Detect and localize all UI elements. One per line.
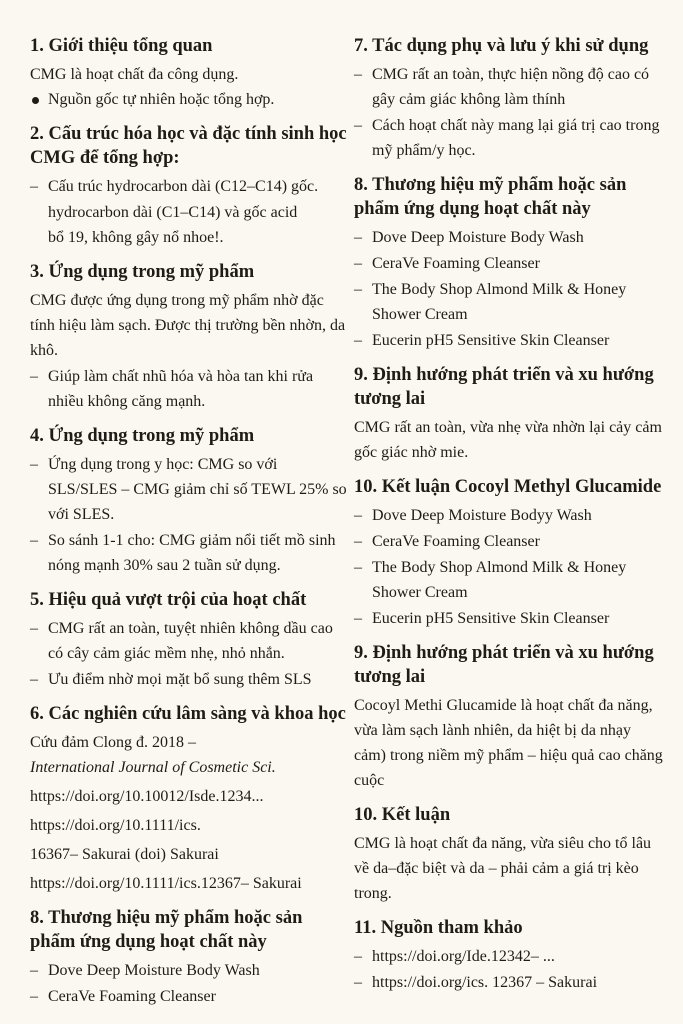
list-item: – Eucerin pH5 Sensitive Skin Cleanser [354,606,664,631]
list-item: – CeraVe Foaming Cleanser [354,529,664,554]
list-item: – Ưu điểm nhờ mọi mặt bổ sung thêm SLS [30,667,348,692]
list-item: – Dove Deep Moisture Body Wash [30,958,348,983]
section-heading: 3. Ứng dụng trong mỹ phẩm [30,262,255,282]
journal-name: International Journal of Cosmetic Sci. [30,759,276,776]
list-item: – So sánh 1-1 cho: CMG giảm nổi tiết mồ sinh nóng mạnh 30% sau 2 tuần sử dụng. [30,528,348,578]
section-research [30,702,348,896]
reference-line: 16367– Sakurai (doi) Sakurai [30,846,219,863]
section-heading: 8. Thương hiệu mỹ phẩm hoặc sản phẩm ứng dụng hoạt chất này [30,908,303,952]
left-column [30,34,348,1019]
list-item: – Ứng dụng trong y học: CMG so với SLS/SLES – CMG giảm chỉ số TEWL 25% so với SLES. [30,452,348,527]
list-item: – Dove Deep Moisture Bodyy Wash [354,503,664,528]
section-heading: 8. Thương hiệu mỹ phẩm hoặc sản phẩm ứng dụng hoạt chất này [354,175,627,219]
paragraph: CMG là hoạt chất đa công dụng. [30,66,239,83]
paragraph: CMG rất an toàn, vừa nhẹ vừa nhờn lại cảy cảm gốc giác nhờ mie. [354,419,662,461]
reference-link[interactable]: – https://doi.org/Ide.12342– ... [354,944,664,969]
list-item: – The Body Shop Almond Milk & Honey Shower Cream [354,277,664,327]
paragraph: CMG là hoạt chất đa năng, vừa siêu cho tổ lâu về da–đặc biệt và da – phải cảm a giá trị kèo trong. [354,835,652,902]
section-conclusion-2 [354,803,664,906]
section-intro [30,34,348,112]
list-item: – Giúp làm chất nhũ hóa và hòa tan khi rửa nhiều không căng mạnh. [30,364,348,414]
list-item: – The Body Shop Almond Milk & Honey Shower Cream [354,555,664,605]
section-structure [30,122,348,250]
right-column [354,34,664,1005]
section-efficacy [30,588,348,692]
reference-link[interactable]: https://doi.org/10.10012/Isde.1234... [30,788,264,805]
section-heading: 2. Cấu trúc hóa học và đặc tính sinh học CMG để tổng hợp: [30,124,347,168]
section-heading: 4. Ứng dụng trong mỹ phẩm [30,426,255,446]
section-heading: 5. Hiệu quả vượt trội của hoạt chất [30,590,307,610]
list-continuation: hydrocarbon dài (C1–C14) và gốc acid [48,204,298,221]
section-brands [354,173,664,353]
reference-link[interactable]: https://doi.org/10.1111/ics.12367– Sakurai [30,875,302,892]
list-item: – CMG rất an toàn, tuyệt nhiên không dầu cao có cây cảm giác mềm nhẹ, nhỏ nhắn. [30,616,348,666]
section-heading: 6. Các nghiên cứu lâm sàng và khoa học [30,704,346,724]
list-item: – Cấu trúc hydrocarbon dài (C12–C14) gốc. [30,174,348,199]
section-side-effects [354,34,664,163]
section-applications [30,260,348,414]
section-heading: 10. Kết luận [354,805,451,825]
list-continuation: bổ 19, không gây nổ nhoe!. [48,229,224,246]
section-heading: 9. Định hướng phát triển và xu hướng tương lai [354,643,654,687]
reference-link[interactable]: – https://doi.org/ics. 12367 – Sakurai [354,970,664,995]
section-applications-2 [30,424,348,578]
section-references [354,916,664,995]
list-item: – Dove Deep Moisture Body Wash [354,225,664,250]
paragraph: CMG được ứng dụng trong mỹ phẩm nhờ đặc tính hiệu làm sạch. Được thị trường bền nhờn, da khô. [30,292,346,359]
paragraph: Cocoyl Methi Glucamide là hoạt chất đa năng, vừa làm sạch lành nhiên, da hiệt bị da nhạy cảm) trong niềm mỹ phẩm – hiệu quả cao chăng cuộc [354,697,663,789]
list-item: – CeraVe Foaming Cleanser [354,251,664,276]
bullet-item: Nguồn gốc tự nhiên hoặc tổng hợp. [30,87,348,112]
list-item: – Cách hoạt chất này mang lại giá trị cao trong mỹ phẩm/y học. [354,113,664,163]
list-item: – Eucerin pH5 Sensitive Skin Cleanser [354,328,664,353]
section-heading: 1. Giới thiệu tổng quan [30,36,213,56]
section-heading: 9. Định hướng phát triển và xu hướng tương lai [354,365,654,409]
section-brands [30,906,348,1009]
list-item: – CMG rất an toàn, thực hiện nồng độ cao có gây cảm giác không làm thính [354,62,664,112]
reference-link[interactable]: https://doi.org/10.1111/ics. [30,817,201,834]
section-trends-2 [354,641,664,793]
section-trends [354,363,664,465]
section-heading: 10. Kết luận Cocoyl Methyl Glucamide [354,477,662,497]
section-heading: 7. Tác dụng phụ và lưu ý khi sử dụng [354,36,649,56]
section-heading: 11. Nguồn tham khảo [354,918,523,938]
paragraph: Cứu đảm Clong đ. 2018 – [30,734,197,751]
list-item: – CeraVe Foaming Cleanser [30,984,348,1009]
section-conclusion [354,475,664,631]
